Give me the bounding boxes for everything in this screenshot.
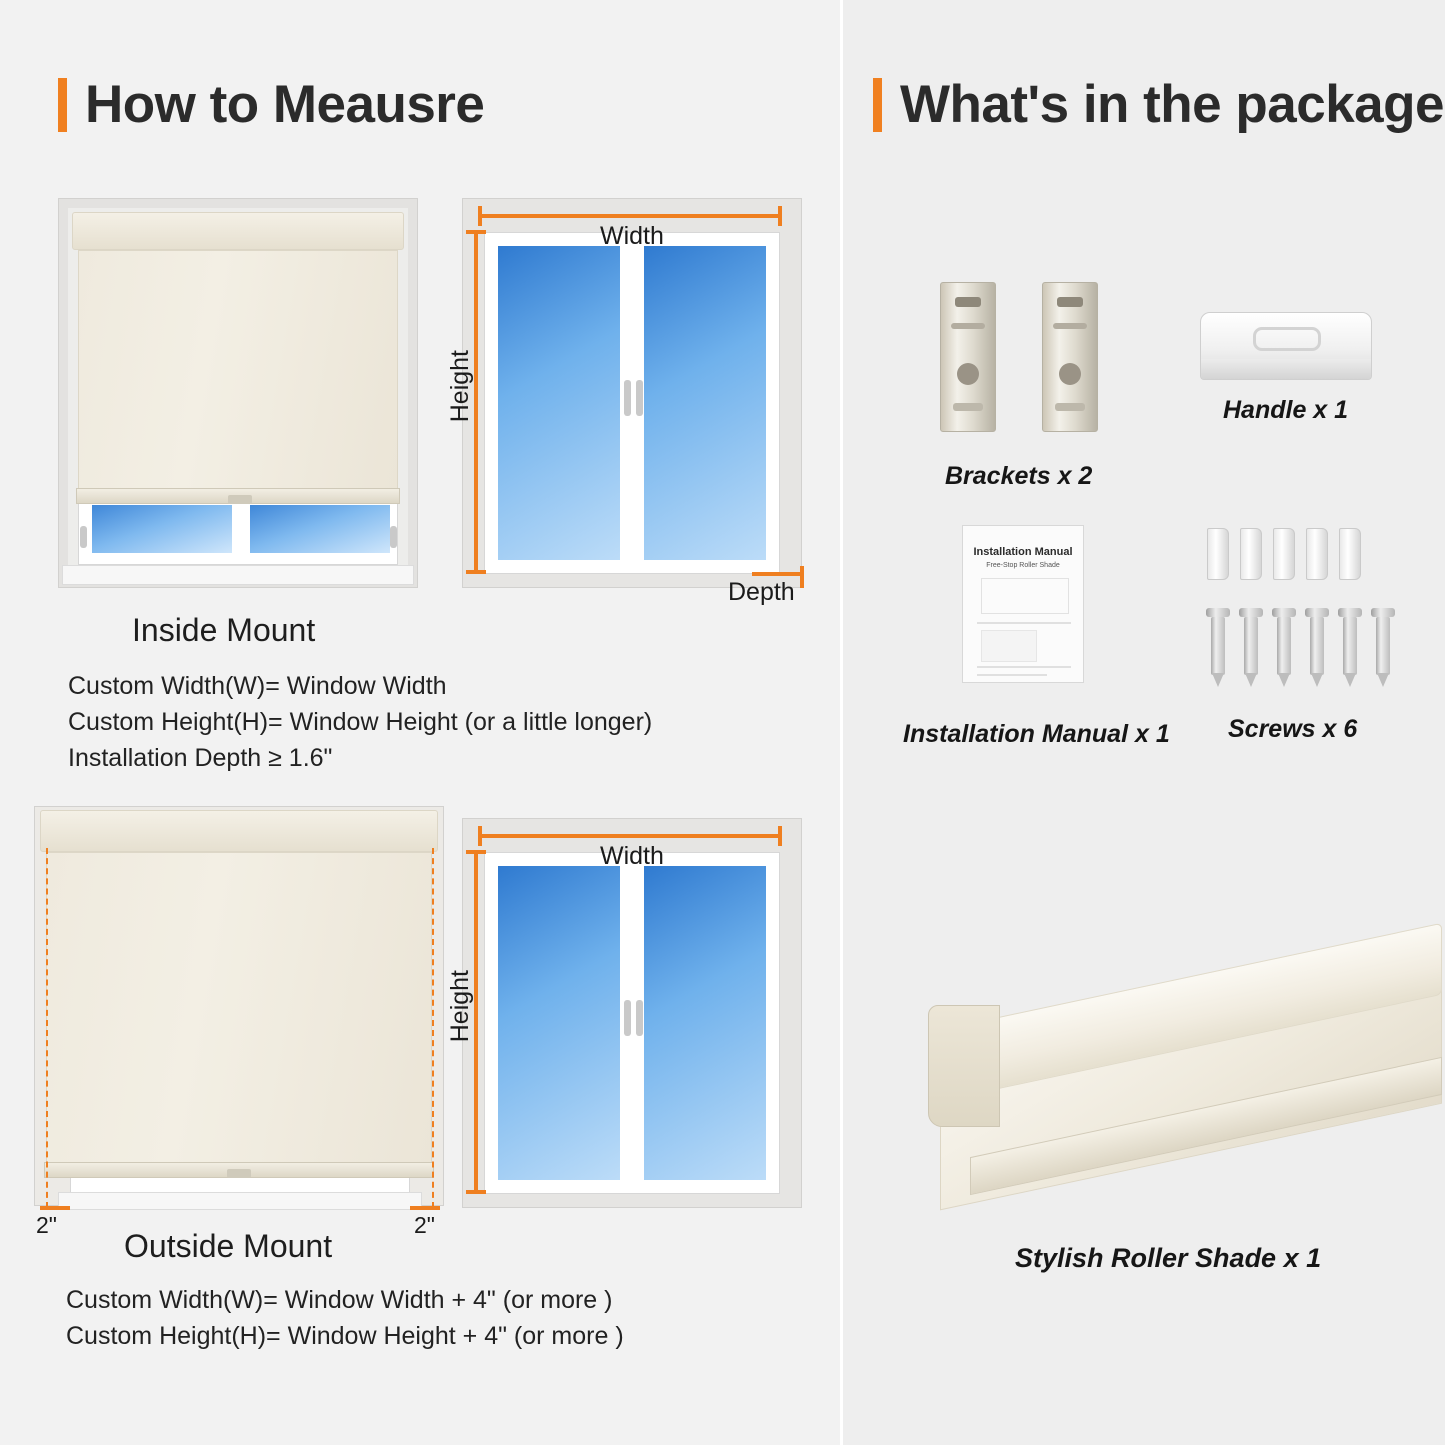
window-glass-right: [250, 505, 390, 553]
screws-caption: Screws x 6: [1228, 715, 1358, 743]
depth-tick: [800, 566, 804, 588]
sash-handle-left: [80, 526, 87, 548]
outside-measure-handle-right: [636, 1000, 643, 1036]
measure-handle-right: [636, 380, 643, 416]
measure-handle-left: [624, 380, 631, 416]
bracket-2: [1042, 282, 1098, 432]
package-contents-panel: [840, 0, 1445, 1445]
shade-headrail: [72, 212, 404, 250]
depth-dimension-line: [752, 572, 804, 576]
outside-shade-pull-tab: [227, 1169, 251, 1178]
inside-width-label: Width: [600, 222, 664, 250]
installation-manual: [962, 525, 1084, 683]
outside-mount-title: Outside Mount: [124, 1228, 333, 1264]
inside-depth-label: Depth: [728, 578, 795, 606]
shade-pull-tab: [228, 495, 252, 504]
accent-bar: [58, 78, 67, 132]
inside-spec-2: Custom Height(H)= Window Height (or a little longer): [68, 708, 653, 736]
outside-shade-fabric: [46, 852, 432, 1164]
handle-caption: Handle x 1: [1223, 396, 1349, 424]
manual-title: Installation Manual: [973, 546, 1073, 558]
overhang-guide-left: [46, 848, 48, 1208]
outside-width-dimension-line: [478, 834, 782, 838]
window-sill: [62, 565, 414, 585]
outside-shade-headrail: [40, 810, 438, 852]
sash-handle-right: [390, 526, 397, 548]
outside-width-tick-left: [478, 826, 482, 846]
bracket-1: [940, 282, 996, 432]
package-heading: [873, 74, 1444, 135]
overhang-guide-right: [432, 848, 434, 1208]
how-to-measure-title: How to Meausre: [85, 75, 485, 134]
outside-width-label: Width: [600, 842, 664, 870]
accent-bar-right: [873, 78, 882, 132]
brackets-caption: Brackets x 2: [945, 462, 1093, 490]
outside-measure-glass-right: [644, 866, 766, 1180]
roller-shade-end-cap: [928, 1005, 1000, 1127]
package-title: What's in the package: [900, 75, 1445, 134]
panel-divider: [840, 0, 843, 1445]
width-tick-left: [478, 206, 482, 226]
height-tick-bottom: [466, 570, 486, 574]
outside-left-overhang-label: 2": [36, 1212, 57, 1238]
inside-spec-1: Custom Width(W)= Window Width: [68, 672, 447, 700]
outside-height-tick-bottom: [466, 1190, 486, 1194]
outside-spec-2: Custom Height(H)= Window Height + 4" (or more ): [66, 1322, 624, 1350]
height-tick-top: [466, 230, 486, 234]
overhang-arrow-right: [410, 1206, 440, 1210]
outside-spec-1: Custom Width(W)= Window Width + 4" (or more ): [66, 1286, 613, 1314]
window-glass-left: [92, 505, 232, 553]
outside-height-tick-top: [466, 850, 486, 854]
measure-glass-right: [644, 246, 766, 560]
manual-subtitle: Free-Stop Roller Shade: [986, 562, 1060, 569]
width-tick-right: [778, 206, 782, 226]
inside-mount-title: Inside Mount: [132, 612, 316, 648]
roller-shade-product: [910, 855, 1440, 1235]
manual-caption: Installation Manual x 1: [903, 720, 1170, 748]
outside-measure-glass-left: [498, 866, 620, 1180]
inside-height-label: Height: [446, 350, 474, 423]
how-to-measure-heading: [58, 74, 484, 135]
shade-fabric: [78, 250, 398, 490]
outside-height-label: Height: [446, 970, 474, 1043]
inside-spec-3: Installation Depth ≥ 1.6": [68, 744, 333, 772]
roller-shade-caption: Stylish Roller Shade x 1: [1015, 1243, 1322, 1273]
handle-part: [1200, 312, 1372, 380]
outside-width-tick-right: [778, 826, 782, 846]
overhang-arrow-left: [40, 1206, 70, 1210]
outside-window-sill: [58, 1192, 422, 1210]
measure-glass-left: [498, 246, 620, 560]
outside-right-overhang-label: 2": [414, 1212, 435, 1238]
width-dimension-line: [478, 214, 782, 218]
outside-measure-handle-left: [624, 1000, 631, 1036]
